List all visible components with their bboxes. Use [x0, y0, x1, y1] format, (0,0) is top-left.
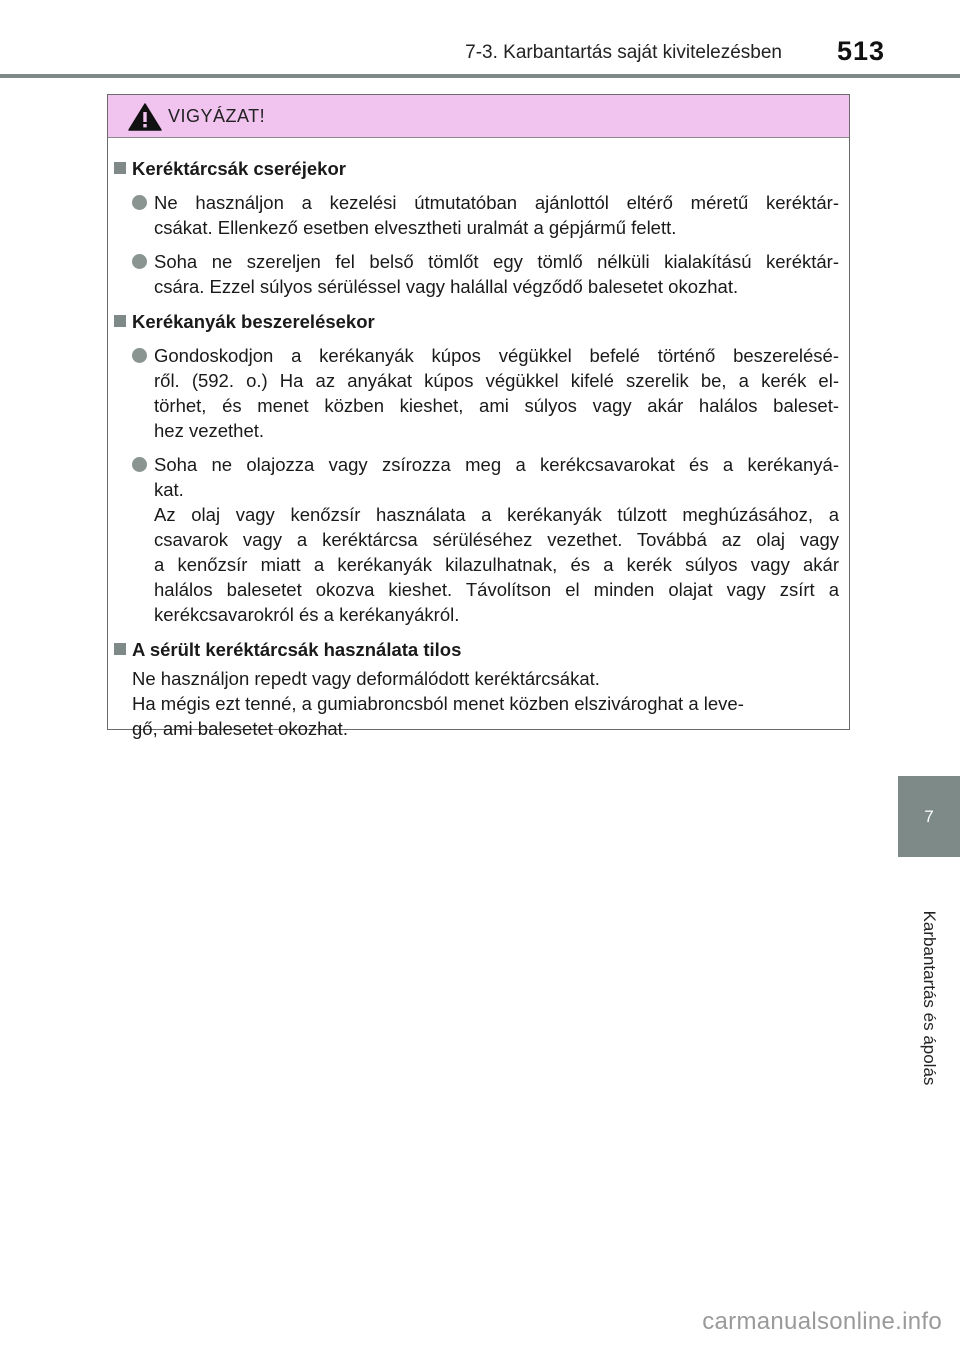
warning-content: [108, 138, 849, 741]
section-text: Ne használjon repedt vagy deformálódott keréktárcsákat. Ha mégis ezt tenné, a gumiabroncsból menet közben elszivároghat a leve- gő, ami balesetet okozhat.: [132, 668, 744, 739]
section-heading: A sérült keréktárcsák használata tilos: [114, 637, 839, 662]
square-bullet-icon: [114, 162, 126, 174]
round-bullet-icon: [132, 457, 147, 472]
warning-triangle-icon: [128, 103, 162, 131]
round-bullet-icon: [132, 254, 147, 269]
section-heading: Kerékanyák beszerelésekor: [114, 309, 839, 334]
bullet-item: Ne használjon a kezelési útmutatóban ajánlottól eltérő méretű keréktár- csákat. Ellenkező esetben elvesztheti uralmát a gépjármű felett.: [114, 190, 839, 240]
chapter-tab: 7: [898, 776, 960, 857]
warning-box: [107, 94, 850, 739]
chapter-tab-label: Karbantartás és ápolás: [920, 910, 939, 1086]
section-heading: Keréktárcsák cseréjekor: [114, 156, 839, 181]
watermark: carmanualsonline.info: [702, 1308, 942, 1335]
bullet-item: Soha ne szereljen fel belső tömlőt egy tömlő nélküli kialakítású keréktár- csára. Ezzel súlyos sérüléssel vagy halállal végződő balesetet okozhat.: [114, 249, 839, 299]
page-number: 513: [836, 36, 885, 66]
bullet-item: Soha ne olajozza vagy zsírozza meg a kerékcsavarokat és a kerékanyá- kat. Az olaj vagy kenőzsír használata a kerékanyák túlzott meghúzásához, a csavarok vagy a keréktárcsa sérüléséhez vezethet. Továbbá az olaj vagy a kenőzsír miatt a kerékanyák kilazulhatnak, és a kerék súlyos vagy akár halálos balesetet okozva kieshet. Távolítson el minden olajat vagy zsírt a kerékcsavarokról és a kerékanyákról.: [114, 452, 839, 627]
warning-header: [108, 95, 849, 138]
square-bullet-icon: [114, 643, 126, 655]
chapter-title: 7-3. Karbantartás saját kivitelezésben: [465, 42, 782, 63]
round-bullet-icon: [132, 195, 147, 210]
warning-label: VIGYÁZAT!: [168, 106, 266, 126]
round-bullet-icon: [132, 348, 147, 363]
square-bullet-icon: [114, 315, 126, 327]
bullet-item: Gondoskodjon a kerékanyák kúpos végükkel befelé történő beszerelésé- ről. (592. o.) Ha az anyákat kúpos végükkel kifelé szerelik be, a kerék el- törhet, és menet közben kieshet, ami súlyos vagy akár halálos baleset- hez vezethet.: [114, 343, 839, 443]
header-rule: [0, 74, 960, 78]
